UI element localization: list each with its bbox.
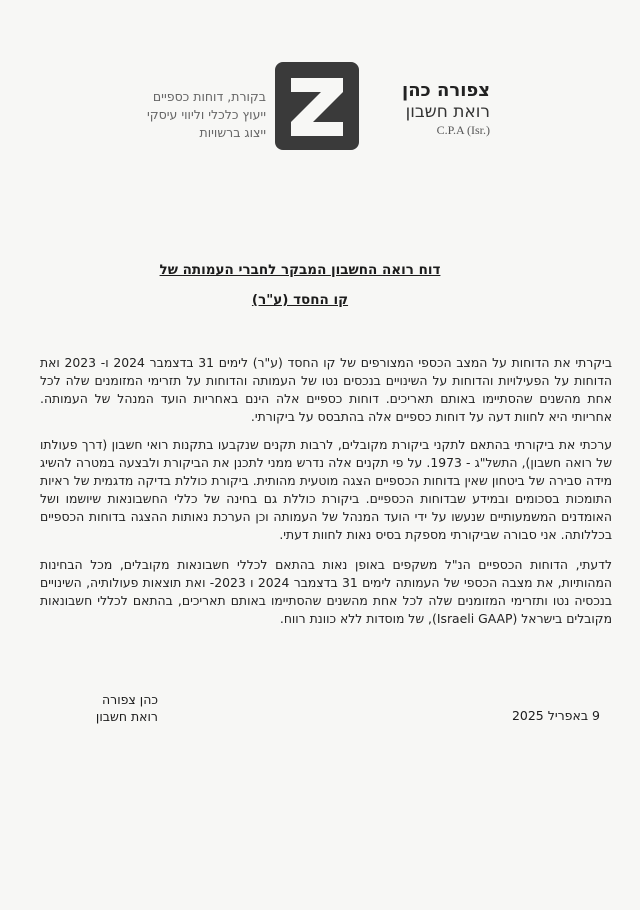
service-line: ייעוץ כלכלי וליווי עיסקי [146, 107, 266, 122]
paragraph-audit-standards: ערכתי את ביקורתי בהתאם לתקני ביקורת מקובלים, לרבות תקנים שנקבעו בתקנות רואי חשבון (דרך פעולתו של רואה חשבון), התשל"ג - 1973. על פי תקנים אלה נדרש ממני לתכנן את הביקורת ולבצעה במטרה להשיג מידה סבירה של ביטחון שאין בדוחות הכספיים הצגה מוטעית מהותית. ביקורת כוללת בדיקה מדגמית של ראיות התומכות בסכומים ובמידע שבדוחות הכספיים. ביקורת כוללת גם בחינה של כללי החשבונאות שיושמו ושל האומדנים המשמעותיים שנעשו על ידי הועד המנהל של העמותה וכן הערכת נאותות ההצגה בדוחות הכספיים בכללותה. אני סבורה שביקורתי מספקת בסיס נאות לחוות דעתי. [40, 437, 612, 542]
z-logo-icon [273, 60, 361, 152]
letterhead-title: רואת חשבון [405, 102, 490, 122]
paragraph-opinion: לדעתי, הדוחות הכספיים הנ"ל משקפים באופן נאות בהתאם לכללי חשבונאות מקובלים, מכל הבחינות המהותיות, את מצבה הכספי של העמותה לימים 31 בדצמבר 2024 ו 2023- ואת תוצאות פעולותיה, השינויים בנכסיה נטו ותזרימי המזומנים שלה לכל אחת מהשנים שהסתיימו באותם תאריכים, בהתאם לכללי חשבונאות מקובלים בישראל (Israeli GAAP), של מוסדות ללא כוונת רווח. [40, 557, 613, 626]
signature-title: רואת חשבון [95, 709, 158, 724]
signature-name: כהן צפורה [101, 692, 158, 707]
letterhead-name-block [370, 80, 490, 138]
report-date: 9 באפריל 2025 [511, 708, 600, 723]
letterhead-cpa: C.P.A (Isr.) [436, 123, 490, 137]
report-subtitle: קו החסד (ע"ר) [251, 292, 349, 308]
report-title: דוח רואה החשבון המבקר לחברי העמותה של [159, 262, 441, 278]
paragraph-scope: ביקרתי את הדוחות על המצב הכספי המצורפים של קו החסד (ע"ר) לימים 31 בדצמבר 2024 ו- 2023 ואת הדוחות על הפעילויות והדוחות על השינויים בנכסים נטו של העמותה והדוחות על תזרימי המזומנים שלה לכל אחת מהשנים שהסתיימו באותם תאריכים. דוחות כספיים אלה הינם באחריות הועד המנהל של העמותה. אחריותי היא לחוות דעה על דוחות כספיים אלה בהתבסס על ביקורתי. [40, 355, 612, 424]
signature-block [48, 691, 158, 725]
service-line: ייצוג ברשויות [199, 125, 266, 140]
letterhead-services [118, 88, 266, 142]
letterhead-name: צפורה כהן [402, 80, 490, 101]
service-line: בקורת, דוחות כספיים [152, 89, 266, 104]
